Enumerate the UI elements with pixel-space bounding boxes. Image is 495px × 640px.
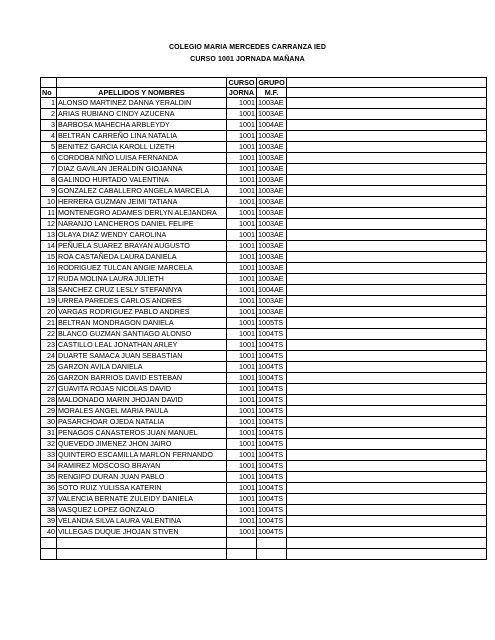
- table-row: [41, 373, 487, 384]
- roster-body: [41, 78, 487, 560]
- table-row: [41, 329, 487, 340]
- extra-cell: [287, 450, 487, 461]
- group-code: 1005TS: [257, 318, 287, 329]
- row-number: 12: [41, 219, 57, 230]
- extra-cell: [287, 406, 487, 417]
- table-row: [41, 142, 487, 153]
- row-number: 24: [41, 351, 57, 362]
- extra-cell: [287, 208, 487, 219]
- student-name: HERRERA GUZMAN JEIMI TATIANA: [57, 197, 227, 208]
- student-name: VILLEGAS DUQUE JHOJAN STIVEN: [57, 527, 227, 538]
- course-code: 1001: [227, 175, 257, 186]
- extra-cell: [287, 274, 487, 285]
- row-number: 23: [41, 340, 57, 351]
- course-code: 1001: [227, 241, 257, 252]
- extra-cell: [287, 142, 487, 153]
- row-number: 27: [41, 384, 57, 395]
- header-name-top: [57, 78, 227, 88]
- student-name: RAMIREZ MOSCOSO BRAYAN: [57, 461, 227, 472]
- course-code: 1001: [227, 472, 257, 483]
- group-code: 1003AE: [257, 208, 287, 219]
- course-code: 1001: [227, 208, 257, 219]
- group-code: 1004TS: [257, 516, 287, 527]
- course-code: 1001: [227, 329, 257, 340]
- table-row: [41, 241, 487, 252]
- group-code: 1003AE: [257, 219, 287, 230]
- row-number: 22: [41, 329, 57, 340]
- student-name: MALDONADO MARIN JHOJAN DAVID: [57, 395, 227, 406]
- student-name: ROA CASTAÑEDA LAURA DANIELA: [57, 252, 227, 263]
- table-row: [41, 109, 487, 120]
- table-row: [41, 505, 487, 516]
- header-no: No: [41, 88, 57, 98]
- student-name: VASQUEZ LOPEZ GONZALO: [57, 505, 227, 516]
- group-code: 1003AE: [257, 186, 287, 197]
- student-name: VALENCIA BERNATE ZULEIDY DANIELA: [57, 494, 227, 505]
- course-code: 1001: [227, 263, 257, 274]
- row-number: 31: [41, 428, 57, 439]
- student-name: PASARCHOAR OJEDA NATALIA: [57, 417, 227, 428]
- course-code: 1001: [227, 362, 257, 373]
- empty-cell: [227, 549, 257, 560]
- header-row-1: [41, 78, 487, 88]
- group-code: 1004TS: [257, 329, 287, 340]
- row-number: 33: [41, 450, 57, 461]
- extra-cell: [287, 395, 487, 406]
- table-row: [41, 384, 487, 395]
- extra-cell: [287, 241, 487, 252]
- course-code: 1001: [227, 428, 257, 439]
- table-row: [41, 175, 487, 186]
- group-code: 1004TS: [257, 527, 287, 538]
- row-number: 3: [41, 120, 57, 131]
- table-row: [41, 417, 487, 428]
- extra-cell: [287, 252, 487, 263]
- row-number: 8: [41, 175, 57, 186]
- table-row: [41, 461, 487, 472]
- header-name: APELLIDOS Y NOMBRES: [57, 88, 227, 98]
- group-code: 1004TS: [257, 406, 287, 417]
- student-name: NARANJO LANCHEROS DANIEL FELIPE: [57, 219, 227, 230]
- row-number: 4: [41, 131, 57, 142]
- group-code: 1003AE: [257, 263, 287, 274]
- extra-cell: [287, 351, 487, 362]
- group-code: 1003AE: [257, 142, 287, 153]
- extra-cell: [287, 175, 487, 186]
- table-row: [41, 450, 487, 461]
- row-number: 18: [41, 285, 57, 296]
- student-name: GONZALEZ CABALLERO ANGELA MARCELA: [57, 186, 227, 197]
- group-code: 1004TS: [257, 494, 287, 505]
- student-name: GUAVITA ROJAS NICOLAS DAVID: [57, 384, 227, 395]
- student-name: GALINDO HURTADO VALENTINA: [57, 175, 227, 186]
- table-row: [41, 472, 487, 483]
- row-number: 32: [41, 439, 57, 450]
- course-code: 1001: [227, 296, 257, 307]
- group-code: 1004TS: [257, 483, 287, 494]
- extra-cell: [287, 109, 487, 120]
- school-title: COLEGIO MARIA MERCEDES CARRANZA IED: [169, 44, 326, 51]
- extra-cell: [287, 527, 487, 538]
- extra-cell: [287, 186, 487, 197]
- student-name: DIAZ GAVILAN JERALDIN GIOJANNA: [57, 164, 227, 175]
- row-number: 15: [41, 252, 57, 263]
- row-number: 20: [41, 307, 57, 318]
- header-extra-top: [287, 78, 487, 88]
- extra-cell: [287, 153, 487, 164]
- group-code: 1003AE: [257, 131, 287, 142]
- extra-cell: [287, 494, 487, 505]
- table-row: [41, 208, 487, 219]
- table-row: [41, 98, 487, 109]
- group-code: 1003AE: [257, 230, 287, 241]
- table-row: [41, 307, 487, 318]
- row-number: 6: [41, 153, 57, 164]
- course-code: 1001: [227, 406, 257, 417]
- row-number: 16: [41, 263, 57, 274]
- course-code: 1001: [227, 230, 257, 241]
- table-row: [41, 252, 487, 263]
- table-row: [41, 516, 487, 527]
- row-number: 10: [41, 197, 57, 208]
- course-code: 1001: [227, 285, 257, 296]
- group-code: 1004TS: [257, 373, 287, 384]
- extra-cell: [287, 417, 487, 428]
- group-code: 1003AE: [257, 109, 287, 120]
- extra-cell: [287, 120, 487, 131]
- row-number: 5: [41, 142, 57, 153]
- table-row: [41, 153, 487, 164]
- table-row: [41, 197, 487, 208]
- student-name: RENGIFO DURAN JUAN PABLO: [57, 472, 227, 483]
- student-name: CORDOBA NIÑO LUISA FERNANDA: [57, 153, 227, 164]
- group-code: 1004TS: [257, 439, 287, 450]
- table-row: [41, 164, 487, 175]
- row-number: 35: [41, 472, 57, 483]
- course-code: 1001: [227, 186, 257, 197]
- course-code: 1001: [227, 109, 257, 120]
- table-row: [41, 263, 487, 274]
- student-name: PEÑUELA SUAREZ BRAYAN AUGUSTO: [57, 241, 227, 252]
- course-code: 1001: [227, 505, 257, 516]
- student-name: BELTRAN MONDRAGON DANIELA: [57, 318, 227, 329]
- student-name: QUINTERO ESCAMILLA MARLON FERNANDO: [57, 450, 227, 461]
- table-row: [41, 362, 487, 373]
- group-code: 1003AE: [257, 241, 287, 252]
- table-row: [41, 428, 487, 439]
- table-row: [41, 406, 487, 417]
- extra-cell: [287, 285, 487, 296]
- extra-cell: [287, 131, 487, 142]
- row-number: 21: [41, 318, 57, 329]
- extra-cell: [287, 197, 487, 208]
- empty-row: [41, 549, 487, 560]
- extra-cell: [287, 373, 487, 384]
- table-row: [41, 186, 487, 197]
- extra-cell: [287, 318, 487, 329]
- empty-cell: [41, 538, 57, 549]
- course-code: 1001: [227, 340, 257, 351]
- course-code: 1001: [227, 153, 257, 164]
- empty-cell: [287, 549, 487, 560]
- extra-cell: [287, 461, 487, 472]
- extra-cell: [287, 340, 487, 351]
- course-code: 1001: [227, 516, 257, 527]
- group-code: 1003AE: [257, 164, 287, 175]
- row-number: 28: [41, 395, 57, 406]
- student-name: BELTRAN CARREÑO LINA NATALIA: [57, 131, 227, 142]
- student-name: BARBOSA MAHECHA ARBLEYDY: [57, 120, 227, 131]
- row-number: 17: [41, 274, 57, 285]
- empty-cell: [41, 549, 57, 560]
- group-code: 1004TS: [257, 428, 287, 439]
- extra-cell: [287, 428, 487, 439]
- row-number: 26: [41, 373, 57, 384]
- table-row: [41, 230, 487, 241]
- header-grupo-top: GRUPO: [258, 78, 285, 87]
- extra-cell: [287, 98, 487, 109]
- extra-cell: [287, 483, 487, 494]
- group-code: 1003AE: [257, 307, 287, 318]
- header-no-top: [41, 78, 57, 88]
- student-roster-table: [40, 77, 487, 560]
- extra-cell: [287, 219, 487, 230]
- student-name: QUEVEDO JIMENEZ JHON JAIRO: [57, 439, 227, 450]
- student-name: VARGAS RODRIGUEZ PABLO ANDRES: [57, 307, 227, 318]
- extra-cell: [287, 384, 487, 395]
- extra-cell: [287, 472, 487, 483]
- student-name: SOTO RUIZ YULISSA KATERIN: [57, 483, 227, 494]
- group-code: 1004TS: [257, 461, 287, 472]
- student-name: ALONSO MARTINEZ DANNA YERALDIN: [57, 98, 227, 109]
- header-grupo-bottom: M.F.: [257, 88, 287, 98]
- row-number: 34: [41, 461, 57, 472]
- empty-cell: [287, 538, 487, 549]
- empty-cell: [57, 549, 227, 560]
- group-code: 1004TS: [257, 384, 287, 395]
- group-code: 1004AE: [257, 285, 287, 296]
- student-name: URREA PAREDES CARLOS ANDRES: [57, 296, 227, 307]
- course-code: 1001: [227, 384, 257, 395]
- course-code: 1001: [227, 417, 257, 428]
- group-code: 1003AE: [257, 175, 287, 186]
- group-code: 1004TS: [257, 472, 287, 483]
- extra-cell: [287, 296, 487, 307]
- group-code: 1004AE: [257, 120, 287, 131]
- table-row: [41, 340, 487, 351]
- extra-cell: [287, 164, 487, 175]
- student-name: RODRIGUEZ TULCAN ANGIE MARCELA: [57, 263, 227, 274]
- row-number: 29: [41, 406, 57, 417]
- course-code: 1001: [227, 494, 257, 505]
- group-code: 1003AE: [257, 274, 287, 285]
- empty-cell: [227, 538, 257, 549]
- group-code: 1004TS: [257, 362, 287, 373]
- extra-cell: [287, 516, 487, 527]
- group-code: 1003AE: [257, 153, 287, 164]
- group-code: 1003AE: [257, 98, 287, 109]
- course-code: 1001: [227, 120, 257, 131]
- table-row: [41, 318, 487, 329]
- course-code: 1001: [227, 318, 257, 329]
- group-code: 1004TS: [257, 351, 287, 362]
- row-number: 2: [41, 109, 57, 120]
- student-name: PENAGOS CANASTEROS JUAN MANUEL: [57, 428, 227, 439]
- student-name: SANCHEZ CRUZ LESLY STEFANNYA: [57, 285, 227, 296]
- course-subtitle: CURSO 1001 JORNADA MAÑANA: [190, 56, 305, 63]
- student-name: ARIAS RUBIANO CINDY AZUCENA: [57, 109, 227, 120]
- extra-cell: [287, 307, 487, 318]
- extra-cell: [287, 329, 487, 340]
- empty-cell: [57, 538, 227, 549]
- row-number: 9: [41, 186, 57, 197]
- student-name: MORALES ANGEL MARIA PAULA: [57, 406, 227, 417]
- extra-cell: [287, 263, 487, 274]
- extra-cell: [287, 362, 487, 373]
- group-code: 1004TS: [257, 417, 287, 428]
- group-code: 1004TS: [257, 505, 287, 516]
- course-code: 1001: [227, 307, 257, 318]
- table-row: [41, 285, 487, 296]
- row-number: 30: [41, 417, 57, 428]
- extra-cell: [287, 439, 487, 450]
- row-number: 36: [41, 483, 57, 494]
- header-curso-bottom: JORNA: [227, 88, 257, 98]
- table-row: [41, 439, 487, 450]
- course-code: 1001: [227, 450, 257, 461]
- student-name: OLAYA DIAZ WENDY CAROLINA: [57, 230, 227, 241]
- row-number: 39: [41, 516, 57, 527]
- course-code: 1001: [227, 98, 257, 109]
- row-number: 19: [41, 296, 57, 307]
- row-number: 1: [41, 98, 57, 109]
- row-number: 25: [41, 362, 57, 373]
- table-row: [41, 483, 487, 494]
- table-row: [41, 219, 487, 230]
- course-code: 1001: [227, 164, 257, 175]
- table-row: [41, 395, 487, 406]
- course-code: 1001: [227, 219, 257, 230]
- course-code: 1001: [227, 527, 257, 538]
- row-number: 38: [41, 505, 57, 516]
- course-code: 1001: [227, 197, 257, 208]
- row-number: 14: [41, 241, 57, 252]
- table-row: [41, 527, 487, 538]
- course-code: 1001: [227, 274, 257, 285]
- table-row: [41, 296, 487, 307]
- student-name: GARZON BARRIOS DAVID ESTEBAN: [57, 373, 227, 384]
- course-code: 1001: [227, 439, 257, 450]
- student-name: DUARTE SAMACA JUAN SEBASTIAN: [57, 351, 227, 362]
- group-code: 1004TS: [257, 340, 287, 351]
- empty-row: [41, 538, 487, 549]
- group-code: 1004TS: [257, 450, 287, 461]
- course-code: 1001: [227, 351, 257, 362]
- course-code: 1001: [227, 252, 257, 263]
- table-row: [41, 494, 487, 505]
- empty-cell: [257, 538, 287, 549]
- group-code: 1003AE: [257, 296, 287, 307]
- student-name: RUDA MOLINA LAURA JULIETH: [57, 274, 227, 285]
- student-name: BLANCO GUZMAN SANTIAGO ALONSO: [57, 329, 227, 340]
- row-number: 37: [41, 494, 57, 505]
- table-row: [41, 131, 487, 142]
- table-row: [41, 351, 487, 362]
- course-code: 1001: [227, 373, 257, 384]
- student-name: CASTILLO LEAL JONATHAN ARLEY: [57, 340, 227, 351]
- course-code: 1001: [227, 461, 257, 472]
- header-curso-top: CURSO: [227, 78, 257, 88]
- course-code: 1001: [227, 142, 257, 153]
- row-number: 13: [41, 230, 57, 241]
- table-row: [41, 120, 487, 131]
- header-row-2: [41, 88, 487, 98]
- table-row: [41, 274, 487, 285]
- empty-cell: [257, 549, 287, 560]
- row-number: 40: [41, 527, 57, 538]
- header-extra-bottom: [287, 88, 487, 98]
- row-number: 7: [41, 164, 57, 175]
- group-code: 1003AE: [257, 252, 287, 263]
- row-number: 11: [41, 208, 57, 219]
- extra-cell: [287, 230, 487, 241]
- group-code: 1003AE: [257, 197, 287, 208]
- group-code: 1004TS: [257, 395, 287, 406]
- student-name: VELANDIA SILVA LAURA VALENTINA: [57, 516, 227, 527]
- course-code: 1001: [227, 131, 257, 142]
- student-name: GARZON AVILA DANIELA: [57, 362, 227, 373]
- student-name: MONTENEGRO ADAMES DERLYN ALEJANDRA: [57, 208, 227, 219]
- extra-cell: [287, 505, 487, 516]
- course-code: 1001: [227, 483, 257, 494]
- student-name: BENITEZ GARCIA KAROLL LIZETH: [57, 142, 227, 153]
- course-code: 1001: [227, 395, 257, 406]
